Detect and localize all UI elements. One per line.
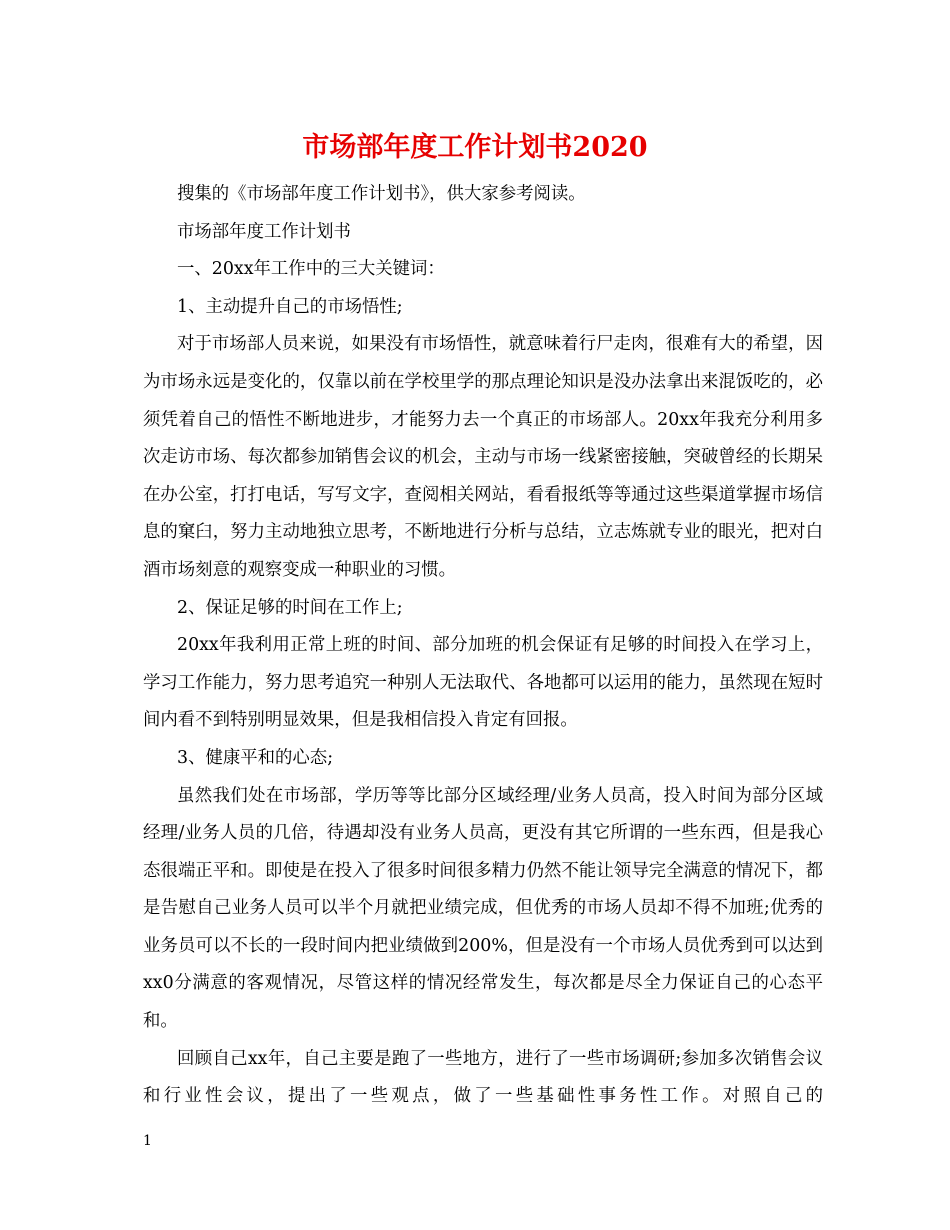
section-heading: 一、20xx年工作中的三大关键词：: [177, 259, 445, 280]
document-body: [143, 176, 823, 1116]
document-title: 市场部年度工作计划书2020: [302, 132, 648, 163]
page-number: 1: [143, 1133, 152, 1149]
point-1-heading: 1、主动提升自己的市场悟性;: [177, 296, 403, 317]
point-3-heading: 3、健康平和的心态;: [177, 747, 334, 768]
intro-paragraph: 搜集的《市场部年度工作计划书》，供大家参考阅读。: [177, 184, 586, 204]
review-paragraph: 回顾自己xx年，自己主要是跑了一些地方，进行了一些市场调研;参加多次销售会议和行业性会议，提出了一些观点，做了一些基础性事务性工作。对照自己的: [143, 1048, 823, 1107]
point-1-body: 对于市场部人员来说，如果没有市场悟性，就意味着行尸走肉，很难有大的希望，因为市场永远是变化的，仅靠以前在学校里学的那点理论知识是没办法拿出来混饭吃的，必须凭着自己的悟性不断地进步，才能努力去一个真正的市场部人。20xx年我充分利用多次走访市场、每次都参加销售会议的机会，主动与市场一线紧密接触，突破曾经的长期呆在办公室，打打电话，写写文字，查阅相关网站，看看报纸等等通过这些渠道掌握市场信息的窠臼，努力主动地独立思考，不断地进行分析与总结，立志炼就专业的眼光，把对白酒市场刻意的观察变成一种职业的习惯。: [143, 334, 823, 580]
subtitle-paragraph: 市场部年度工作计划书: [177, 221, 351, 242]
point-3-body: 虽然我们处在市场部，学历等等比部分区域经理/业务人员高，投入时间为部分区域经理/业务人员的几倍，待遇却没有业务人员高，更没有其它所谓的一些东西，但是我心态很端正平和。即使是在投入了很多时间很多精力仍然不能让领导完全满意的情况下，都是告慰自己业务人员可以半个月就把业绩完成，但优秀的市场人员却不得不加班;优秀的业务员可以不长的一段时间内把业绩做到200%，但是没有一个市场人员优秀到可以达到xx0分满意的客观情况，尽管这样的情况经常发生，每次都是尽全力保证自己的心态平和。: [143, 785, 823, 1032]
point-2-heading: 2、保证足够的时间在工作上;: [177, 597, 403, 618]
point-2-body: 20xx年我利用正常上班的时间、部分加班的机会保证有足够的时间投入在学习上，学习工作能力，努力思考追究一种别人无法取代、各地都可以运用的能力，虽然现在短时间内看不到特别明显效果，但是我相信投入肯定有回报。: [143, 635, 823, 731]
